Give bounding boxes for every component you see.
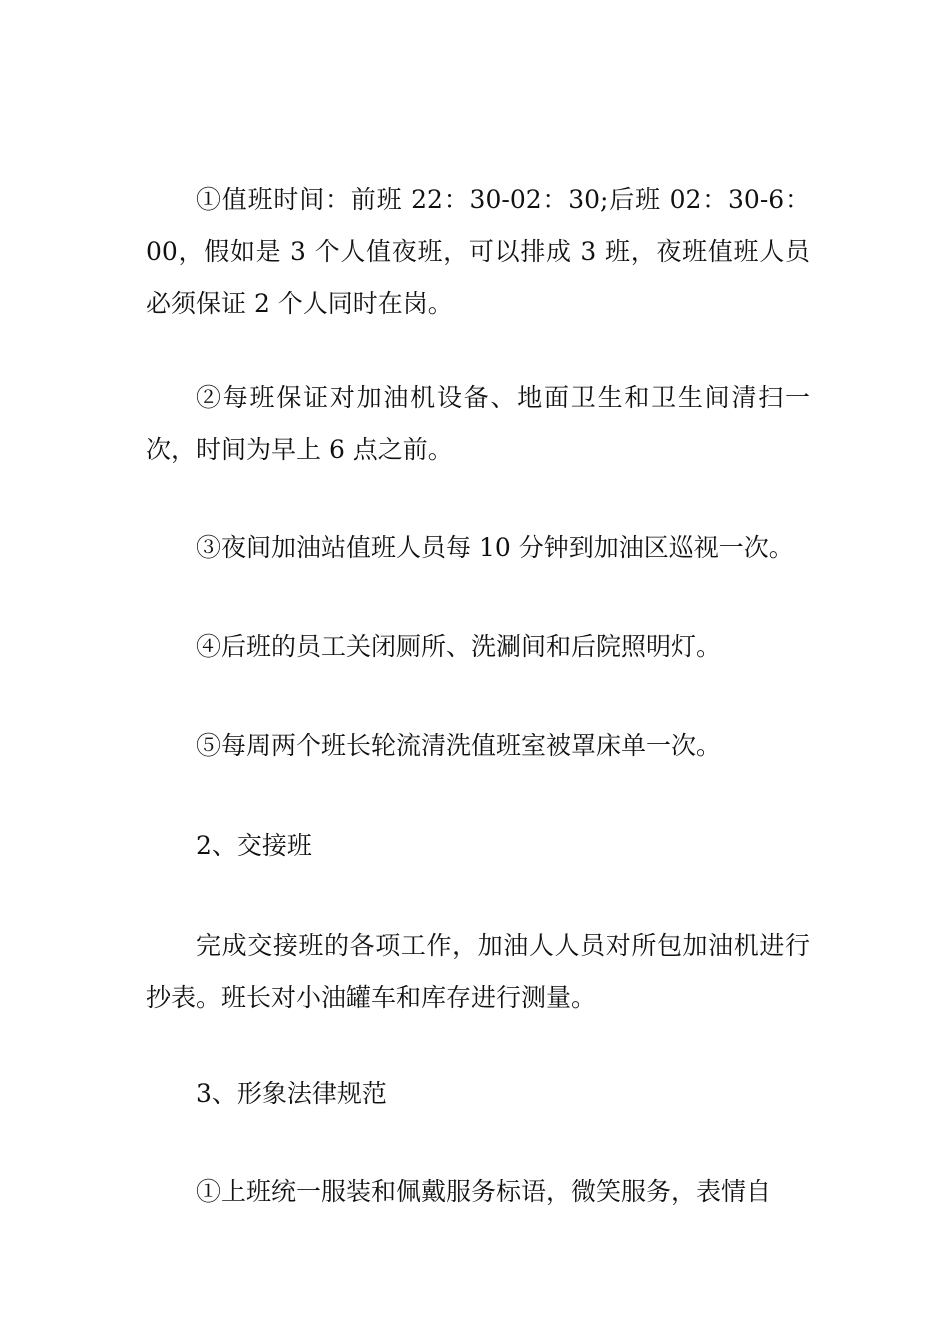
paragraph-cleaning: ②每班保证对加油机设备、地面卫生和卫生间清扫一次，时间为早上 6 点之前。 bbox=[146, 383, 810, 464]
paragraph-handover: 完成交接班的各项工作，加油人人员对所包加油机进行抄表。班长对小油罐车和库存进行测量。 bbox=[146, 931, 810, 1012]
paragraph-uniform: ①上班统一服装和佩戴服务标语，微笑服务，表情自 bbox=[196, 1177, 772, 1206]
paragraph-lights: ④后班的员工关闭厕所、洗涮间和后院照明灯。 bbox=[196, 632, 722, 661]
paragraph-patrol: ③夜间加油站值班人员每 10 分钟到加油区巡视一次。 bbox=[196, 533, 794, 562]
paragraph-shift-time: ①值班时间：前班 22：30-02：30;后班 02：30-6：00，假如是 3 个人值夜班，可以排成 3 班，夜班值班人员必须保证 2 个人同时在岗。 bbox=[146, 185, 810, 318]
section-heading-image-rules: 3、形象法律规范 bbox=[196, 1079, 387, 1108]
paragraph-bedding: ⑤每周两个班长轮流清洗值班室被罩床单一次。 bbox=[196, 731, 722, 760]
section-heading-handover: 2、交接班 bbox=[196, 831, 312, 860]
